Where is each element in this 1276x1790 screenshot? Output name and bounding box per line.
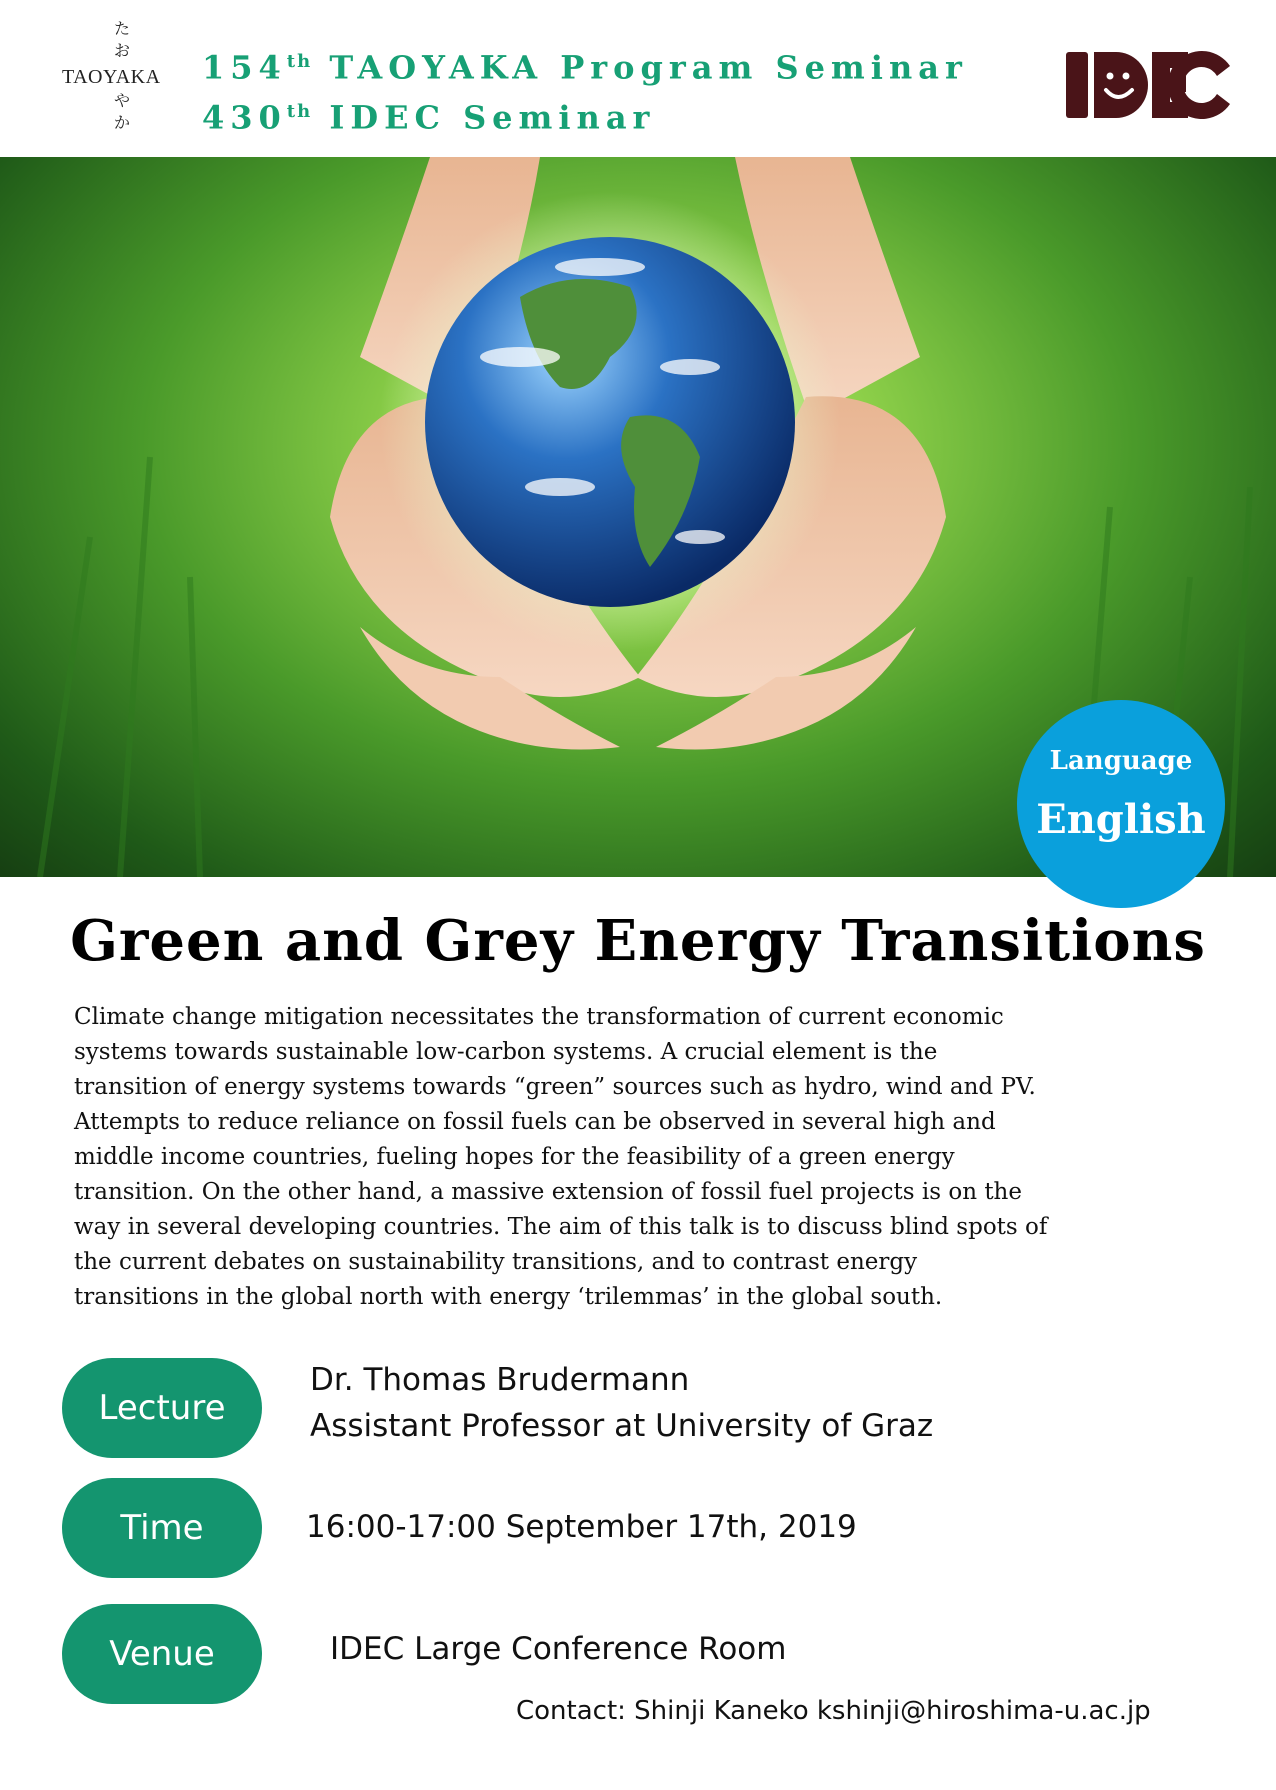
abstract-line: transitions in the global north with energy ‘trilemmas’ in the global south. [74, 1284, 943, 1310]
taoyaka-char: た [113, 19, 130, 38]
idec-logo [1064, 46, 1234, 124]
abstract-line: Attempts to reduce reliance on fossil fuels can be observed in several high and [74, 1109, 996, 1135]
language-badge [1017, 700, 1225, 908]
time-value: 16:00-17:00 September 17th, 2019 [306, 1509, 857, 1545]
venue-pill: Venue [62, 1604, 262, 1704]
lecturer-position: Assistant Professor at University of Graz [310, 1408, 934, 1444]
abstract-line: way in several developing countries. The aim of this talk is to discuss blind spots of [74, 1214, 1048, 1240]
language-label: Language [1049, 746, 1193, 776]
abstract-line: middle income countries, fueling hopes for the feasibility of a green energy [74, 1144, 955, 1170]
abstract-line: transition. On the other hand, a massive extension of fossil fuel projects is on the [74, 1179, 1022, 1205]
abstract-line: Climate change mitigation necessitates the transformation of current economic [74, 1004, 1004, 1030]
header [0, 0, 1276, 155]
taoyaka-char: か [113, 113, 130, 132]
taoyaka-logo-text: TAOYAKA [62, 66, 161, 88]
abstract-line: systems towards sustainable low-carbon systems. A crucial element is the [74, 1039, 938, 1065]
seminar-title: Green and Grey Energy Transitions [70, 908, 1206, 974]
seminar-titles [202, 40, 968, 139]
lecturer-info [310, 1357, 933, 1449]
taoyaka-logo [62, 18, 182, 138]
taoyaka-seminar-line: 154th TAOYAKA Program Seminar [202, 48, 968, 87]
lecturer-name: Dr. Thomas Brudermann [310, 1362, 690, 1398]
taoyaka-char: や [113, 91, 130, 110]
taoyaka-char: お [113, 41, 130, 60]
language-value: English [1036, 796, 1206, 843]
idec-seminar-line: 430th IDEC Seminar [202, 98, 656, 137]
abstract [74, 1000, 1214, 1315]
lecture-pill: Lecture [62, 1358, 262, 1458]
contact-info: Contact: Shinji Kaneko kshinji@hiroshima-u.ac.jp [516, 1696, 1151, 1726]
abstract-line: the current debates on sustainability transitions, and to contrast energy [74, 1249, 918, 1275]
time-pill: Time [62, 1478, 262, 1578]
abstract-line: transition of energy systems towards “green” sources such as hydro, wind and PV. [74, 1074, 1036, 1100]
venue-value: IDEC Large Conference Room [330, 1631, 787, 1667]
